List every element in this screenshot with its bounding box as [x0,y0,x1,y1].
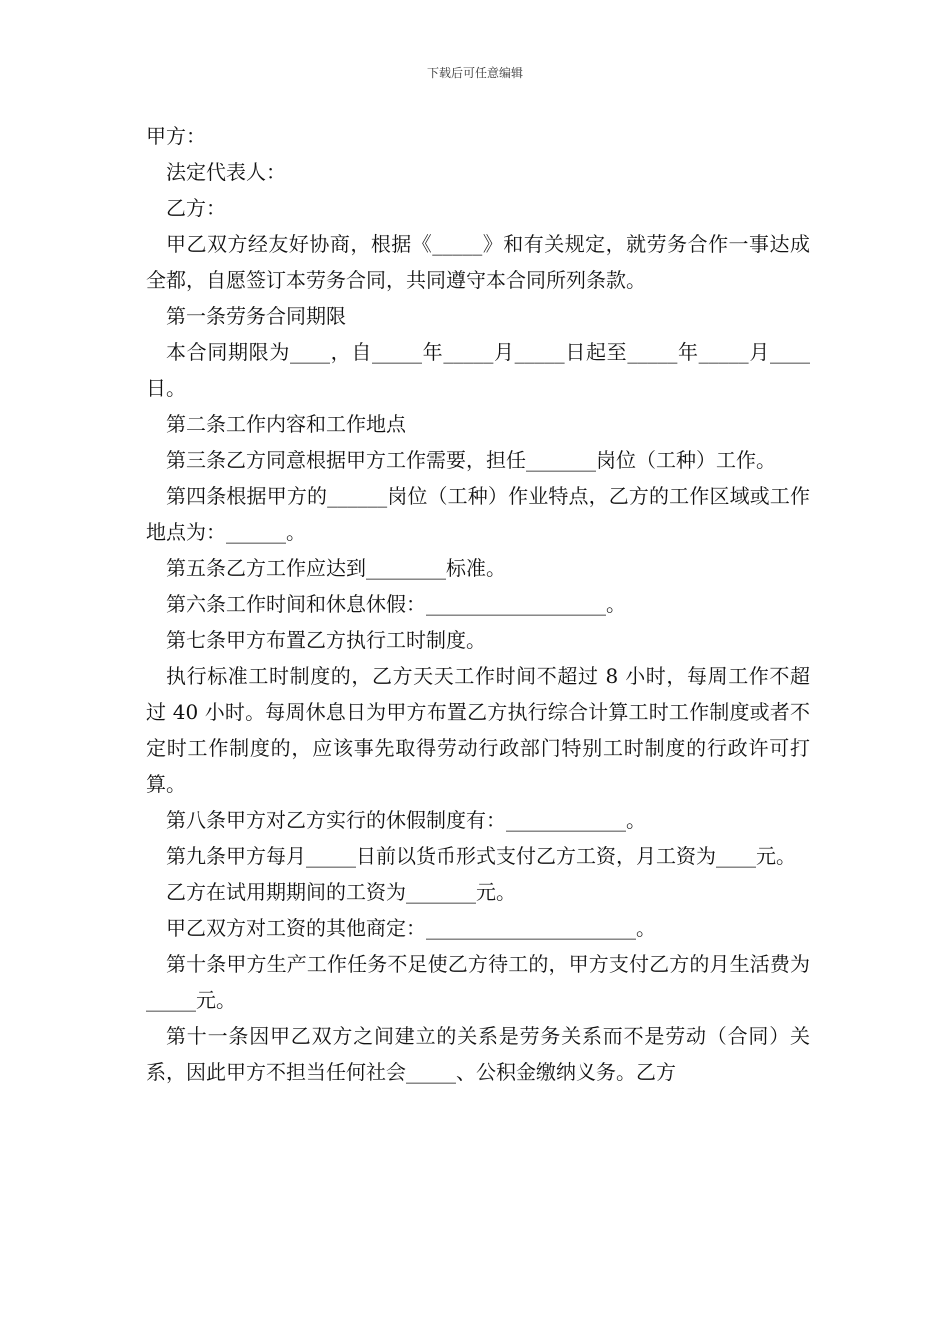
preamble-paragraph: 甲乙双方经友好协商，根据《_____》和有关规定，就劳务合作一事达成全都，自愿签订本劳务合同，共同遵守本合同所列条款。 [146,232,810,292]
article-5-paragraph: 第五条乙方工作应达到________标准。 [166,556,506,580]
article-7-hours-paragraph: 执行标准工时制度的，乙方天天工作时间不超过 8 小时，每周工作不超过 40 小时。每周休息日为甲方布置乙方执行综合计算工时工作制度或者不定时工作制度的，应该事先取得劳动行政部门特别工时制度的行政许可打算。 [146,664,810,796]
article-11-paragraph: 第十一条因甲乙双方之间建立的关系是劳务关系而不是劳动（合同）关系，因此甲方不担当任何社会_____、公积金缴纳义务。乙方 [146,1024,810,1084]
article-3-paragraph: 第三条乙方同意根据甲方工作需要，担任_______岗位（工种）工作。 [166,448,776,472]
document-body [146,118,810,1090]
other-wage-agreement-paragraph: 甲乙双方对工资的其他商定：_____________________。 [166,916,656,940]
article-9-paragraph: 第九条甲方每月_____日前以货币形式支付乙方工资，月工资为____元。 [166,844,796,868]
article-8-paragraph: 第八条甲方对乙方实行的休假制度有：____________。 [166,808,646,832]
article-1-heading: 第一条劳务合同期限 [166,304,346,328]
legal-representative-line: 法定代表人： [166,160,286,184]
article-10-paragraph: 第十条甲方生产工作任务不足使乙方待工的，甲方支付乙方的月生活费为_____元。 [146,952,810,1012]
article-1-term-paragraph: 本合同期限为____，自_____年_____月_____日起至_____年_____月____日。 [146,340,810,400]
article-6-paragraph: 第六条工作时间和休息休假：__________________。 [166,592,626,616]
party-b-line: 乙方： [166,196,226,220]
article-7-heading: 第七条甲方布置乙方执行工时制度。 [166,628,486,652]
page-header: 下载后可任意编辑 [426,66,523,80]
probation-wage-paragraph: 乙方在试用期期间的工资为_______元。 [166,880,516,904]
party-a-line: 甲方： [146,124,206,148]
article-2-heading: 第二条工作内容和工作地点 [166,412,406,436]
article-4-paragraph: 第四条根据甲方的______岗位（工种）作业特点，乙方的工作区域或工作地点为：______。 [146,484,810,544]
